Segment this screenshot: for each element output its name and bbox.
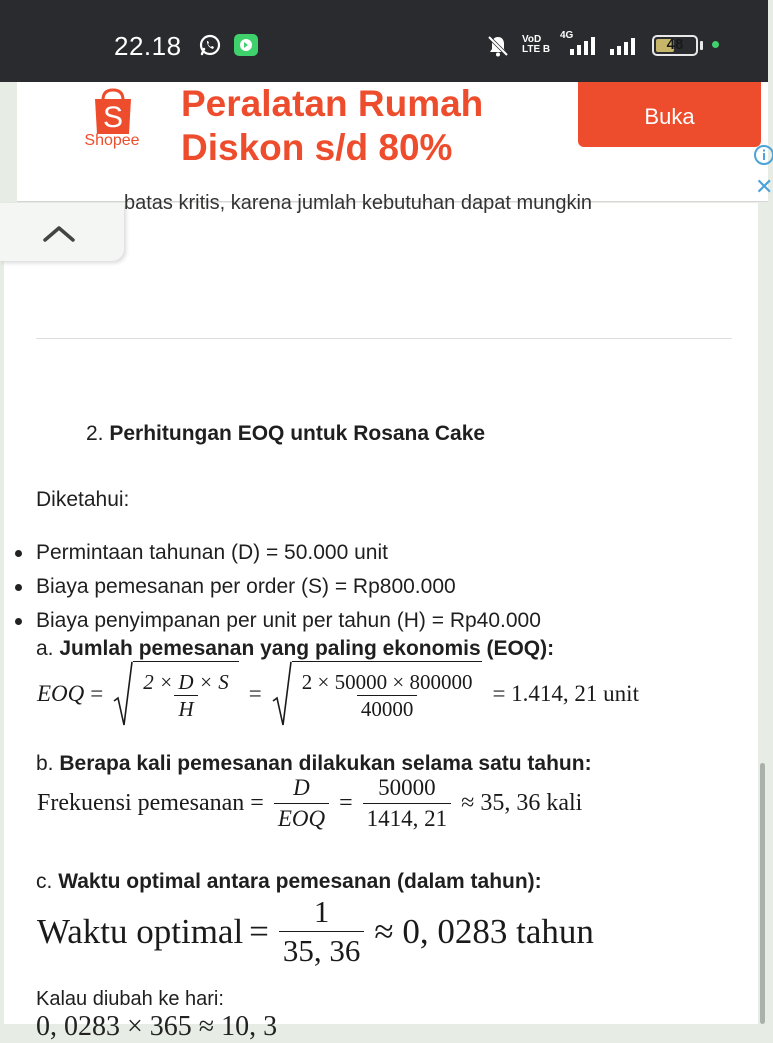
signal-strength-icon-secondary [608,36,642,61]
convert-formula-cutoff: 0, 0283 × 365 ≈ 10, 3 [36,1011,278,1042]
optimal-time-numerator: 1 [313,894,330,929]
section-divider [36,338,732,339]
ad-info-icon[interactable] [753,144,773,171]
eoq-result: = 1.414, 21 unit [492,681,639,706]
ad-open-button[interactable]: Buka [578,82,761,147]
signal-strength-icon [570,36,600,61]
part-a-title-text: Jumlah pemesanan yang paling ekonomis (EOQ): [59,637,555,660]
known-item: Biaya penyimpanan per unit per tahun (H) = Rp40.000 [36,604,541,638]
message-app-icon [233,33,259,62]
part-a-title [36,637,554,661]
battery-tip [700,41,703,50]
cut-off-text [124,192,593,215]
eoq-fraction-numerator: 2 × D × S [143,670,229,694]
volte-indicator [522,35,550,55]
whatsapp-icon [198,33,222,62]
ad-close-icon[interactable]: ✕ [755,174,773,199]
optimal-time-result: ≈ 0, 0283 tahun [374,911,594,951]
optimal-time-denominator: 35, 36 [279,931,365,970]
optimal-time-lhs: Waktu optimal [37,911,244,951]
convert-label: Kalau diubah ke hari: [36,988,224,1010]
optimal-time-formula [37,893,600,970]
frequency-result: ≈ 35, 36 kali [461,790,583,816]
known-list [36,536,541,638]
part-a-prefix: a. [36,637,54,660]
part-b-prefix: b. [36,752,54,775]
article-card [4,192,758,1042]
ad-title-line1: Peralatan Rumah [181,83,484,124]
battery-icon [652,35,698,56]
frequency-numeric-denominator: 1414, 21 [363,803,452,834]
ad-title [181,82,571,170]
shopee-brand-label: Shopee [84,132,140,149]
frequency-equals-2: = [339,790,353,816]
scrollbar[interactable] [760,763,765,1024]
eoq-numeric-denominator: 40000 [357,695,418,722]
part-b-title-text: Berapa kali pemesanan dilakukan selama satu tahun: [59,752,592,775]
frequency-numeric-numerator: 50000 [378,775,436,800]
part-c-prefix: c. [36,870,53,893]
ad-title-line2: Diskon s/d 80% [181,127,453,168]
volte-top-label: VoD [522,34,542,45]
heading-number: 2. [86,422,104,445]
section-heading [86,422,485,446]
optimal-time-equals: = [249,911,269,951]
battery-percent: 48 [666,36,684,53]
status-time: 22.18 [114,31,182,61]
eoq-numeric-numerator: 2 × 50000 × 800000 [301,670,473,694]
eoq-lhs: EOQ [37,681,85,706]
notifications-muted-icon [486,34,510,63]
volte-bottom-label: LTE B [522,44,551,55]
cut-off-text-line: batas kritis, karena jumlah kebutuhan dapat mungkin [124,192,593,214]
frequency-equals: = [250,790,264,816]
frequency-formula [37,773,588,834]
shopee-logo-letter: S [102,101,124,134]
eoq-formula [37,661,645,727]
collapse-button[interactable] [0,203,124,261]
part-c-title [36,870,542,894]
ad-banner[interactable] [17,82,773,202]
eoq-sqrt-numeric [272,661,483,727]
eoq-equals: = [90,681,104,706]
eoq-fraction-denominator: H [174,695,197,722]
network-type: 4G [560,30,574,41]
known-item: Biaya pemesanan per order (S) = Rp800.000 [36,570,541,604]
heading-text: Perhitungan EOQ untuk Rosana Cake [109,422,486,445]
eoq-equals-2: = [248,681,262,706]
chevron-up-icon [42,223,76,243]
frequency-fraction-numerator: D [293,775,310,800]
eoq-sqrt-symbolic [113,661,239,727]
part-c-title-text: Waktu optimal antara pemesanan (dalam tahun): [58,870,542,893]
known-item: Permintaan tahunan (D) = 50.000 unit [36,536,541,570]
frequency-lhs: Frekuensi pemesanan [37,790,245,816]
known-label: Diketahui: [36,488,130,511]
notification-dot [712,41,719,48]
status-bar [0,0,768,82]
frequency-fraction-denominator: EOQ [274,803,329,834]
